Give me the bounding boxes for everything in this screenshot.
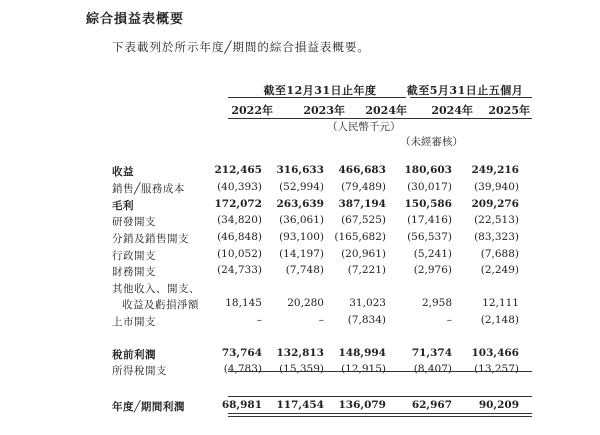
- row-value: 132,813: [276, 347, 324, 359]
- row-label: 財務開支: [112, 266, 156, 278]
- group-rule-full-year: [228, 97, 406, 98]
- row-value: –: [318, 314, 324, 326]
- row-value: (4,783): [223, 363, 262, 375]
- row-value: –: [446, 314, 452, 326]
- row-value: (67,525): [341, 214, 386, 226]
- row-value: (7,688): [480, 248, 519, 260]
- row-value: 212,465: [214, 164, 262, 176]
- row-value: (13,257): [474, 363, 519, 375]
- row-value: 180,603: [404, 164, 452, 176]
- row-label: 所得稅開支: [112, 365, 167, 377]
- row-value: (15,359): [279, 363, 324, 375]
- row-value: 117,454: [276, 399, 324, 411]
- row-value: (2,148): [480, 314, 519, 326]
- row-value: (7,748): [285, 264, 324, 276]
- group-header-five-months: 截至5月31日止五個月: [406, 84, 524, 97]
- row-value: (83,323): [474, 231, 519, 243]
- unaudited-note: （未經審核）: [400, 136, 463, 148]
- row-value: (30,017): [407, 181, 452, 193]
- year-header-2025-period: 2025年: [488, 104, 530, 117]
- row-label: 稅前利潤: [112, 349, 156, 361]
- section-title: 綜合損益表概要: [86, 12, 185, 27]
- row-value: 71,374: [411, 347, 452, 359]
- currency-note: （人民幣千元）: [327, 121, 401, 133]
- row-value: (8,407): [413, 363, 452, 375]
- row-label: 收益及虧損淨額: [122, 299, 199, 311]
- group-rule-five-months: [410, 97, 532, 98]
- total-rule-double-b: [228, 416, 532, 417]
- row-value: 150,586: [404, 198, 452, 210]
- row-label: 收益: [112, 166, 134, 178]
- row-value: (36,061): [279, 214, 324, 226]
- row-label: 其他收入、開支、: [112, 283, 200, 295]
- row-value: (5,241): [413, 248, 452, 260]
- year-header-2023: 2023年: [303, 104, 345, 117]
- row-value: (165,682): [334, 231, 386, 243]
- total-rule-double-a: [228, 413, 532, 414]
- row-value: (22,513): [474, 214, 519, 226]
- row-value: (93,100): [279, 231, 324, 243]
- row-value: 136,079: [338, 399, 386, 411]
- row-value: (10,052): [217, 248, 262, 260]
- row-value: (12,915): [341, 363, 386, 375]
- subtotal-rule: [228, 371, 532, 372]
- intro-text: 下表載列於所示年度╱期間的綜合損益表概要。: [112, 40, 370, 54]
- row-value: 148,994: [338, 347, 386, 359]
- year-header-2022: 2022年: [231, 104, 273, 117]
- row-value: (52,994): [279, 181, 324, 193]
- row-value: 172,072: [214, 198, 262, 210]
- row-value: (56,537): [407, 231, 452, 243]
- row-value: (34,820): [217, 214, 262, 226]
- row-label: 行政開支: [112, 250, 156, 262]
- row-value: (46,848): [217, 231, 262, 243]
- row-label: 分銷及銷售開支: [112, 233, 189, 245]
- row-value: 18,145: [225, 297, 262, 309]
- row-value: (2,976): [413, 264, 452, 276]
- row-value: 387,194: [338, 198, 386, 210]
- row-value: 249,216: [471, 164, 519, 176]
- row-value: (17,416): [407, 214, 452, 226]
- row-value: (2,249): [480, 264, 519, 276]
- row-value: 12,111: [482, 297, 519, 309]
- row-value: 90,209: [478, 399, 519, 411]
- row-value: (24,733): [217, 264, 262, 276]
- row-label: 研發開支: [112, 216, 156, 228]
- row-value: 62,967: [411, 399, 452, 411]
- row-value: (79,489): [341, 181, 386, 193]
- row-value: 20,280: [287, 297, 324, 309]
- group-header-full-year: 截至12月31日止年度: [263, 84, 377, 97]
- row-label: 上市開支: [112, 316, 156, 328]
- row-value: 68,981: [221, 399, 262, 411]
- row-value: (39,940): [474, 181, 519, 193]
- row-label: 年度╱期間利潤: [112, 401, 185, 413]
- row-value: (20,961): [341, 248, 386, 260]
- row-label: 銷售╱服務成本: [112, 183, 185, 195]
- row-value: (40,393): [217, 181, 262, 193]
- total-rule-top: [228, 396, 532, 397]
- row-value: 209,276: [471, 198, 519, 210]
- row-value: 73,764: [221, 347, 262, 359]
- row-value: –: [256, 314, 262, 326]
- row-value: 263,639: [276, 198, 324, 210]
- row-value: 466,683: [338, 164, 386, 176]
- year-header-2024: 2024年: [365, 104, 407, 117]
- row-value: 2,958: [421, 297, 452, 309]
- row-value: 31,023: [349, 297, 386, 309]
- year-header-2024-period: 2024年: [431, 104, 473, 117]
- row-value: (14,197): [279, 248, 324, 260]
- row-value: 103,466: [471, 347, 519, 359]
- row-label: 毛利: [112, 200, 134, 212]
- row-value: (7,834): [347, 314, 386, 326]
- row-value: 316,633: [276, 164, 324, 176]
- row-value: (7,221): [347, 264, 386, 276]
